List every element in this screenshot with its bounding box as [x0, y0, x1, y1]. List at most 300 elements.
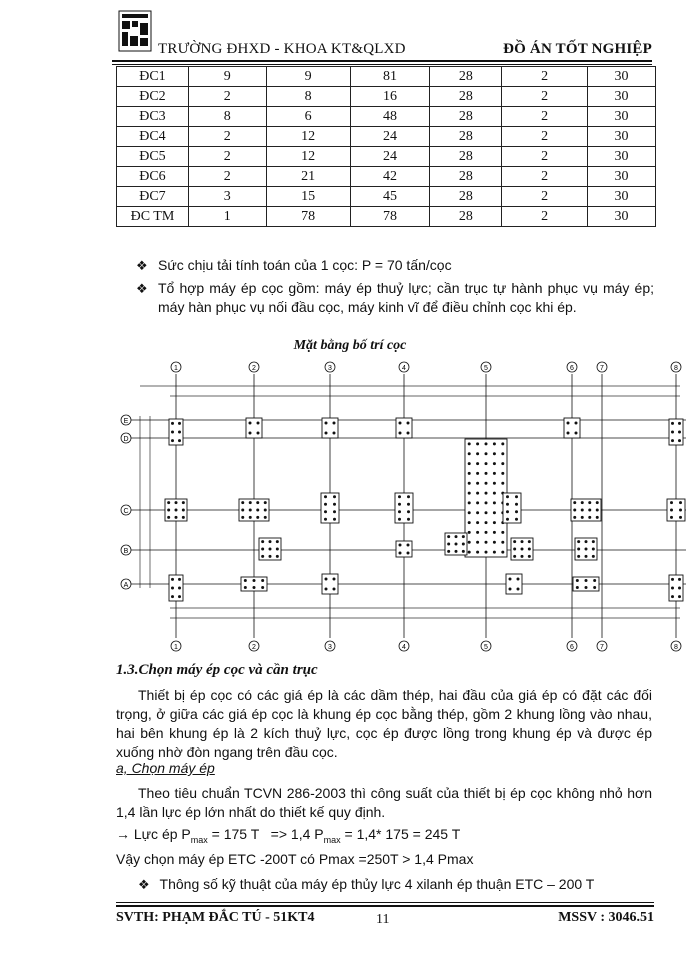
- pile-dot: [509, 588, 512, 591]
- formula-text-a: Lực ép P: [133, 826, 191, 842]
- table-cell: 42: [350, 167, 430, 187]
- pile-dot: [398, 510, 401, 513]
- pile-table: [116, 66, 656, 227]
- pile-dot: [333, 495, 336, 498]
- pile-dot: [506, 510, 509, 513]
- pile-dot: [468, 531, 471, 534]
- pile-dot: [596, 501, 599, 504]
- pile-dot: [506, 518, 509, 521]
- pile-dot: [241, 509, 244, 512]
- pile-dot: [468, 482, 471, 485]
- pile-dot: [244, 579, 247, 582]
- table-cell: 8: [188, 107, 266, 127]
- bullet-item: [136, 279, 654, 317]
- pile-dot: [513, 540, 516, 543]
- pile-dot: [476, 501, 479, 504]
- header-rule-thin: [112, 64, 652, 65]
- table-cell: ĐC4: [117, 127, 189, 147]
- formula-sub-1: max: [190, 834, 208, 845]
- header-rule: [112, 60, 652, 62]
- table-row: [117, 147, 656, 167]
- pile-dot: [575, 432, 578, 435]
- pile-dot: [167, 501, 170, 504]
- pile-dot: [476, 511, 479, 514]
- axis-label: 2: [252, 365, 256, 372]
- pile-dot: [476, 452, 479, 455]
- pile-dot: [493, 472, 496, 475]
- table-cell: 12: [266, 127, 350, 147]
- pile-dot: [577, 540, 580, 543]
- pile-cap: [246, 418, 262, 438]
- pile-dot: [462, 543, 465, 546]
- pile-dot: [485, 501, 488, 504]
- table-cell: 12: [266, 147, 350, 167]
- pile-dot: [501, 462, 504, 465]
- axis-label: C: [123, 508, 129, 515]
- pile-dot: [678, 578, 681, 581]
- pile-dot: [678, 587, 681, 590]
- pile-dot: [249, 501, 252, 504]
- pile-dot: [261, 548, 264, 551]
- table-cell: ĐC TM: [117, 207, 189, 227]
- pile-dot: [493, 462, 496, 465]
- pile-dot: [447, 550, 450, 553]
- pile-dot: [324, 503, 327, 506]
- table-row: [117, 207, 656, 227]
- pile-dot: [485, 531, 488, 534]
- pile-dot: [325, 422, 328, 425]
- pile-dot: [249, 516, 252, 519]
- pile-dot: [485, 551, 488, 554]
- table-cell: 15: [266, 187, 350, 207]
- pile-dot: [493, 521, 496, 524]
- footer-rule-thick: [116, 905, 654, 907]
- pile-dot: [407, 422, 410, 425]
- table-cell: 2: [188, 127, 266, 147]
- axis-label: 5: [484, 365, 488, 372]
- pile-dot: [398, 495, 401, 498]
- pile-dot: [324, 495, 327, 498]
- pile-dot: [485, 442, 488, 445]
- table-cell: 2: [502, 187, 588, 207]
- pile-cap: [396, 541, 412, 557]
- pile-dot: [493, 551, 496, 554]
- table-cell: 28: [430, 167, 502, 187]
- pile-dot: [333, 503, 336, 506]
- table-cell: 30: [588, 107, 656, 127]
- pile-dot: [178, 595, 181, 598]
- pile-dot: [509, 578, 512, 581]
- subsection-title: a, Chọn máy ép: [116, 760, 215, 776]
- table-cell: 28: [430, 127, 502, 147]
- pile-dot: [501, 442, 504, 445]
- pile-dot: [493, 492, 496, 495]
- pile-dot: [671, 439, 674, 442]
- pile-dot: [493, 501, 496, 504]
- pile-cap: [321, 493, 339, 523]
- formula-text-c: = 1,4* 175 = 245 T: [340, 826, 461, 842]
- diamond-bullet-icon: ❖: [138, 877, 150, 892]
- pile-dot: [485, 482, 488, 485]
- pile-dot: [399, 432, 402, 435]
- pile-dot: [398, 518, 401, 521]
- axis-label: 5: [484, 644, 488, 651]
- axis-label: 8: [674, 365, 678, 372]
- table-cell: 2: [502, 167, 588, 187]
- pile-dot: [670, 509, 673, 512]
- axis-label: 6: [570, 365, 574, 372]
- pile-dot: [493, 452, 496, 455]
- table-cell: 2: [188, 87, 266, 107]
- pile-dot: [501, 452, 504, 455]
- pile-dot: [573, 509, 576, 512]
- pile-dot: [585, 548, 588, 551]
- pile-dot: [592, 540, 595, 543]
- pile-dot: [493, 482, 496, 485]
- pile-dot: [485, 521, 488, 524]
- pile-dot: [399, 552, 402, 555]
- pile-dot: [671, 431, 674, 434]
- pile-dot: [468, 492, 471, 495]
- pile-dot: [264, 509, 267, 512]
- table-cell: 45: [350, 187, 430, 207]
- pile-dot: [261, 540, 264, 543]
- table-cell: 30: [588, 207, 656, 227]
- table-cell: ĐC2: [117, 87, 189, 107]
- pile-dot: [476, 472, 479, 475]
- pile-dot: [407, 544, 410, 547]
- pile-dot: [493, 541, 496, 544]
- table-cell: 2: [188, 147, 266, 167]
- pile-dot: [671, 587, 674, 590]
- spec-bullet: [138, 876, 594, 893]
- pile-dot: [455, 550, 458, 553]
- pile-dot: [476, 541, 479, 544]
- axis-label: 1: [174, 365, 178, 372]
- table-cell: 28: [430, 87, 502, 107]
- pile-dot: [175, 516, 178, 519]
- pile-dot: [679, 509, 682, 512]
- table-row: [117, 107, 656, 127]
- bullet-text: Tổ hợp máy ép cọc gồm: máy ép thuỷ lực; cần trục tự hành phục vụ máy ép; máy hàn phục vụ nối đầu cọc, máy kinh vĩ để điều chỉnh cọc khi ép.: [158, 280, 654, 315]
- axis-label: 4: [402, 365, 406, 372]
- pile-dot: [581, 509, 584, 512]
- pile-dot: [324, 510, 327, 513]
- pile-dot: [261, 586, 264, 589]
- pile-dot: [515, 503, 518, 506]
- pile-dot: [269, 555, 272, 558]
- pile-dot: [528, 548, 531, 551]
- pile-dot: [178, 431, 181, 434]
- pile-dot: [485, 511, 488, 514]
- table-row: [117, 167, 656, 187]
- table-cell: 30: [588, 87, 656, 107]
- diamond-bullet-icon: ❖: [136, 281, 148, 296]
- pile-dot: [407, 503, 410, 506]
- table-cell: 6: [266, 107, 350, 127]
- pile-dot: [276, 540, 279, 543]
- table-cell: 8: [266, 87, 350, 107]
- table-row: [117, 87, 656, 107]
- table-cell: 2: [502, 127, 588, 147]
- table-cell: 30: [588, 187, 656, 207]
- pile-layout-plan: [110, 356, 690, 656]
- pile-dot: [249, 509, 252, 512]
- pile-dot: [269, 540, 272, 543]
- table-cell: 1: [188, 207, 266, 227]
- machine-choice: Vậy chọn máy ép ETC -200T có Pmax =250T > 1,4 Pmax: [116, 851, 474, 867]
- pile-dot: [333, 588, 336, 591]
- pile-dot: [407, 518, 410, 521]
- axis-label: E: [123, 418, 129, 425]
- table-cell: 16: [350, 87, 430, 107]
- pile-dot: [171, 587, 174, 590]
- pile-dot: [515, 510, 518, 513]
- footer-student: SVTH: PHẠM ĐẮC TÚ - 51KT4: [116, 910, 315, 925]
- pile-dot: [577, 555, 580, 558]
- pile-dot: [333, 432, 336, 435]
- axis-label: 7: [600, 644, 604, 651]
- pile-dot: [447, 535, 450, 538]
- axis-label: A: [123, 582, 129, 589]
- axis-label: 6: [570, 644, 574, 651]
- pile-dot: [171, 431, 174, 434]
- pile-cap: [465, 439, 507, 557]
- pile-dot: [407, 495, 410, 498]
- pile-dot: [171, 595, 174, 598]
- table-cell: 2: [502, 87, 588, 107]
- pile-dot: [178, 439, 181, 442]
- pile-dot: [399, 422, 402, 425]
- table-cell: 24: [350, 147, 430, 167]
- bullet-text: Sức chịu tải tính toán của 1 cọc: P = 70 tấn/cọc: [158, 257, 452, 273]
- pile-dot: [462, 550, 465, 553]
- table-cell: 2: [502, 207, 588, 227]
- paragraph-equipment: Thiết bị ép cọc có các giá ép là các dầm thép, hai đầu của giá ép có đặt các đối trọng, ở giữa các giá ép cọc là khung ép cọc bằng thép, gồm 2 khung lồng vào nhau, hai bên khung ép là 2 kích thuỷ lực, cọc ép được lồng trong khung ép và được ép xuống nhờ đòn ngang trên đầu cọc.: [116, 687, 652, 760]
- pile-dot: [171, 422, 174, 425]
- pile-dot: [468, 501, 471, 504]
- bullet-list: [136, 256, 654, 321]
- pile-dot: [679, 501, 682, 504]
- table-cell: 24: [350, 127, 430, 147]
- pile-dot: [476, 531, 479, 534]
- pile-dot: [485, 452, 488, 455]
- pile-dot: [468, 551, 471, 554]
- table-cell: 21: [266, 167, 350, 187]
- axis-label: 2: [252, 644, 256, 651]
- pile-dot: [528, 555, 531, 558]
- pile-dot: [257, 432, 260, 435]
- university-logo-icon: [118, 10, 152, 52]
- pile-dot: [333, 578, 336, 581]
- axis-label: 3: [328, 365, 332, 372]
- pile-dot: [678, 431, 681, 434]
- pile-dot: [679, 516, 682, 519]
- pile-dot: [521, 540, 524, 543]
- pile-cap: [503, 493, 521, 523]
- pile-dot: [398, 503, 401, 506]
- table-cell: ĐC5: [117, 147, 189, 167]
- pile-dot: [585, 540, 588, 543]
- pile-dot: [573, 501, 576, 504]
- pile-dot: [333, 422, 336, 425]
- table-cell: ĐC6: [117, 167, 189, 187]
- pile-dot: [468, 452, 471, 455]
- pile-dot: [671, 422, 674, 425]
- pile-dot: [476, 492, 479, 495]
- table-cell: 30: [588, 167, 656, 187]
- paragraph-standard: Theo tiêu chuẩn TCVN 286-2003 thì công suất của thiết bị ép cọc không nhỏ hơn 1,4 lần lực ép lớn nhất do thiết kế quy định.: [116, 785, 652, 820]
- axis-label: 3: [328, 644, 332, 651]
- pile-dot: [455, 543, 458, 546]
- pile-dot: [399, 544, 402, 547]
- footer-student-id: MSSV : 3046.51: [558, 910, 654, 925]
- table-cell: 28: [430, 207, 502, 227]
- pile-dot: [506, 495, 509, 498]
- axis-label: B: [123, 548, 129, 555]
- table-cell: ĐC3: [117, 107, 189, 127]
- pile-dot: [178, 578, 181, 581]
- pile-dot: [670, 516, 673, 519]
- pile-dot: [671, 595, 674, 598]
- table-cell: 28: [430, 147, 502, 167]
- arrow-icon: →: [116, 826, 130, 842]
- pile-dot: [567, 432, 570, 435]
- pile-dot: [269, 548, 272, 551]
- table-cell: 30: [588, 147, 656, 167]
- pile-dot: [171, 578, 174, 581]
- table-cell: 28: [430, 67, 502, 87]
- axis-label: 7: [600, 365, 604, 372]
- pile-dot: [468, 442, 471, 445]
- pile-dot: [581, 501, 584, 504]
- pile-dot: [678, 422, 681, 425]
- table-cell: 2: [502, 67, 588, 87]
- section-title: 1.3.Chọn máy ép cọc và cần trục: [116, 662, 318, 678]
- table-cell: 2: [188, 167, 266, 187]
- pile-dot: [528, 540, 531, 543]
- pile-dot: [171, 439, 174, 442]
- axis-label: 4: [402, 644, 406, 651]
- pile-dot: [521, 548, 524, 551]
- pile-dot: [244, 586, 247, 589]
- pile-dot: [257, 422, 260, 425]
- pile-dot: [256, 516, 259, 519]
- pile-dot: [476, 482, 479, 485]
- pile-dot: [515, 495, 518, 498]
- footer-rule: [116, 902, 654, 903]
- pile-dot: [577, 548, 580, 551]
- pile-dot: [592, 555, 595, 558]
- header-doc-type: ĐỒ ÁN TỐT NGHIỆP: [503, 41, 652, 57]
- table-cell: 3: [188, 187, 266, 207]
- pile-dot: [447, 543, 450, 546]
- table-row: [117, 67, 656, 87]
- pile-dot: [493, 442, 496, 445]
- pile-dot: [581, 516, 584, 519]
- pile-dot: [515, 518, 518, 521]
- pile-dot: [325, 432, 328, 435]
- table-cell: 2: [502, 107, 588, 127]
- axis-label: D: [123, 436, 129, 443]
- pile-dot: [575, 422, 578, 425]
- pile-dot: [485, 472, 488, 475]
- pile-dot: [407, 510, 410, 513]
- pile-dot: [256, 509, 259, 512]
- pile-dot: [493, 511, 496, 514]
- pile-dot: [596, 509, 599, 512]
- pile-dot: [476, 462, 479, 465]
- pile-dot: [476, 551, 479, 554]
- pile-dot: [576, 586, 579, 589]
- pile-dot: [264, 501, 267, 504]
- table-row: [117, 127, 656, 147]
- pile-dot: [588, 509, 591, 512]
- table-cell: 28: [430, 107, 502, 127]
- table-cell: ĐC1: [117, 67, 189, 87]
- pile-dot: [182, 516, 185, 519]
- formula-text-b: = 175 T => 1,4 P: [207, 826, 324, 842]
- pile-dot: [493, 531, 496, 534]
- pile-cap: [506, 574, 522, 594]
- pile-dot: [249, 422, 252, 425]
- pile-dot: [513, 555, 516, 558]
- pile-dot: [485, 462, 488, 465]
- pile-dot: [175, 501, 178, 504]
- table-cell: ĐC7: [117, 187, 189, 207]
- pile-dot: [249, 432, 252, 435]
- table-row: [117, 187, 656, 207]
- pile-dot: [588, 501, 591, 504]
- pile-dot: [253, 579, 256, 582]
- pile-cap: [564, 418, 580, 438]
- pile-cap: [322, 418, 338, 438]
- pile-dot: [588, 516, 591, 519]
- pile-dot: [253, 586, 256, 589]
- pile-dot: [261, 579, 264, 582]
- diagram-title: Mặt bằng bố trí cọc: [293, 338, 407, 353]
- table-cell: 28: [430, 187, 502, 207]
- pile-cap: [322, 574, 338, 594]
- pile-dot: [468, 472, 471, 475]
- page-header: [112, 8, 652, 60]
- pile-dot: [178, 587, 181, 590]
- pile-dot: [521, 555, 524, 558]
- spec-bullet-text: Thông số kỹ thuật của máy ép thủy lực 4 xilanh ép thuận ETC – 200 T: [159, 876, 595, 892]
- pile-dot: [573, 516, 576, 519]
- pile-dot: [182, 509, 185, 512]
- diamond-bullet-icon: ❖: [136, 258, 148, 273]
- pile-dot: [333, 518, 336, 521]
- table-cell: 48: [350, 107, 430, 127]
- pile-dot: [407, 552, 410, 555]
- table-cell: 30: [588, 127, 656, 147]
- pile-dot: [501, 531, 504, 534]
- formula-sub-2: max: [323, 834, 341, 845]
- pile-dot: [501, 541, 504, 544]
- table-cell: 30: [588, 67, 656, 87]
- axis-label: 1: [174, 644, 178, 651]
- pile-dot: [256, 501, 259, 504]
- pile-dot: [501, 482, 504, 485]
- pile-cap: [395, 493, 413, 523]
- pile-dot: [585, 555, 588, 558]
- pile-dot: [596, 516, 599, 519]
- pile-dot: [241, 516, 244, 519]
- pile-dot: [462, 535, 465, 538]
- pile-dot: [585, 579, 588, 582]
- pile-dot: [167, 509, 170, 512]
